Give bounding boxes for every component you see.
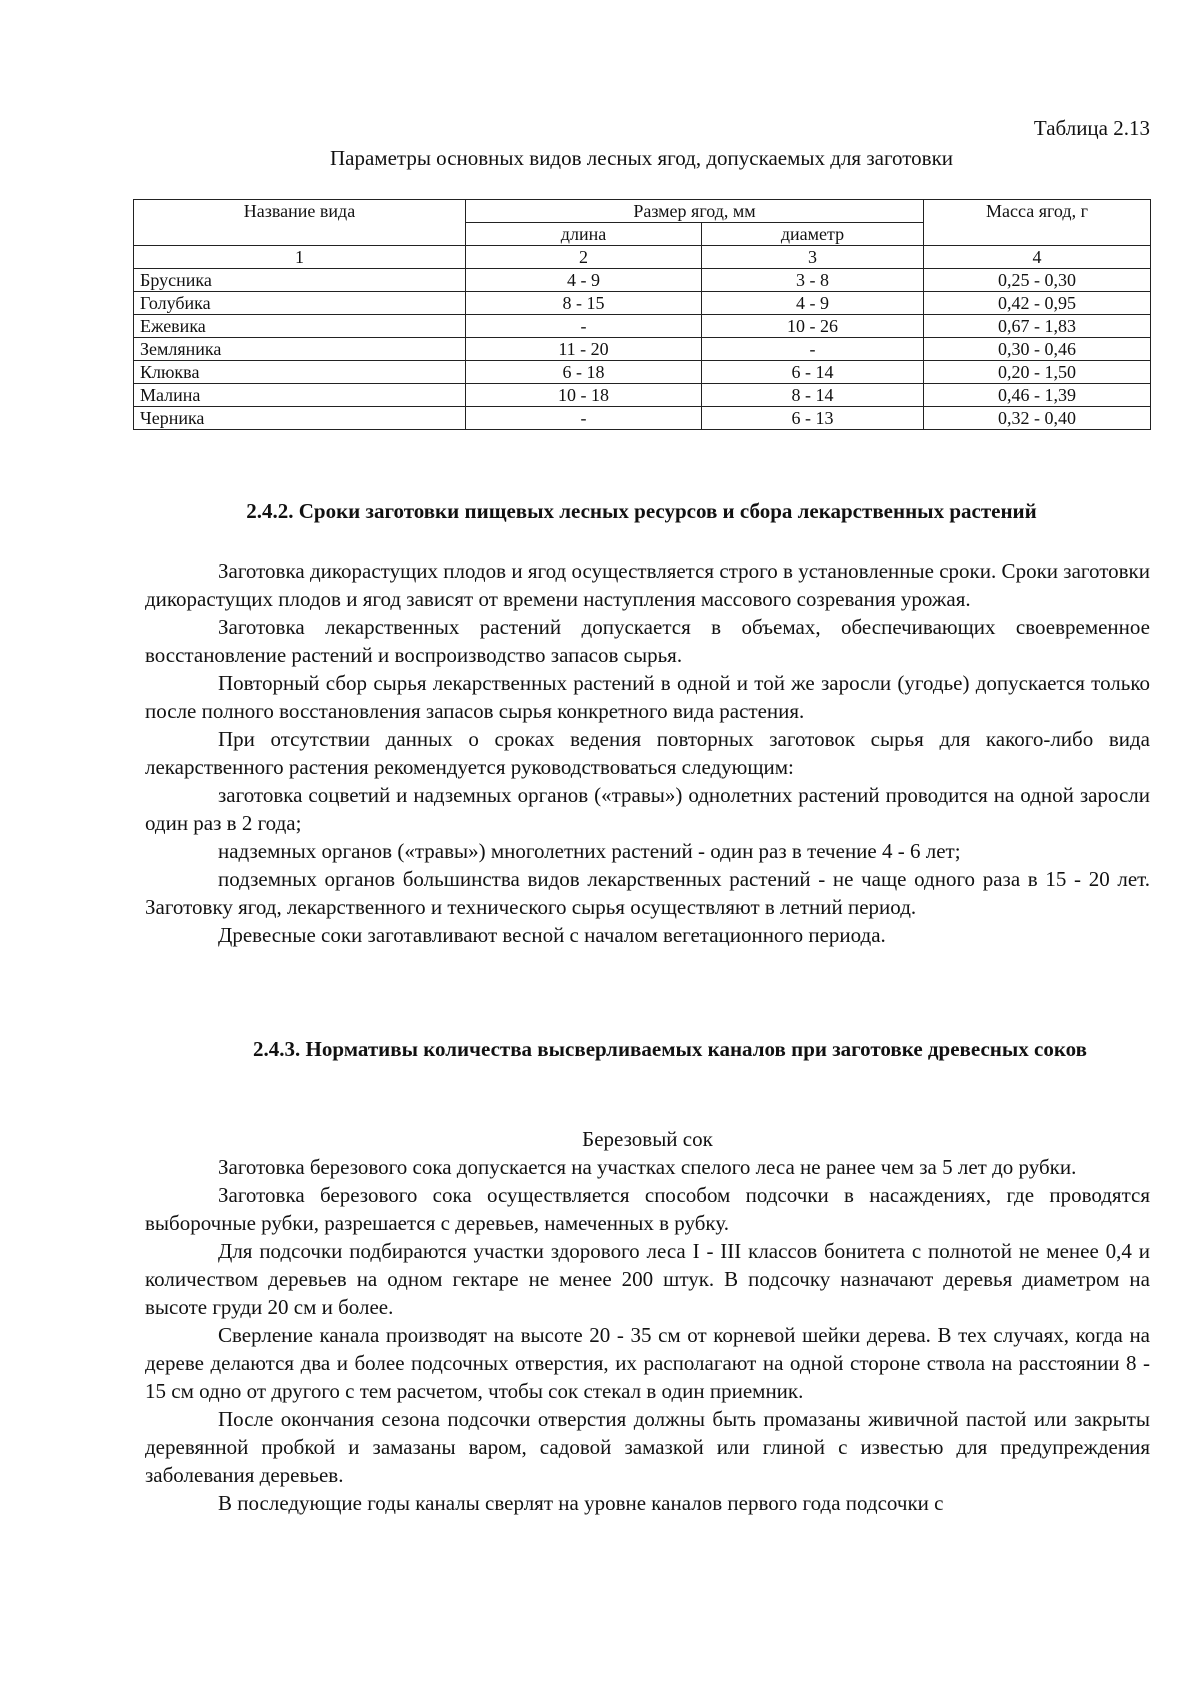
section-2-4-3-body xyxy=(145,1125,1150,1517)
paragraph: заготовка соцветий и надземных органов («травы») однолетних растений проводится на одной заросли один раз в 2 года; xyxy=(145,783,1150,835)
paragraph: надземных органов («травы») многолетних растений - один раз в течение 4 - 6 лет; xyxy=(218,839,961,863)
header-size: Размер ягод, мм xyxy=(466,200,924,223)
paragraph: Сверление канала производят на высоте 20 - 35 см от корневой шейки дерева. В тех случаях, когда на дереве делаются два и более подсочных отверстия, их располагают на одной стороне ствола на расстоянии 8 - 15 см одно от другого с тем расчетом, чтобы сок стекал в один приемник. xyxy=(145,1323,1150,1403)
cell-mass: 0,30 - 0,46 xyxy=(924,338,1151,361)
section-heading-2-4-3: 2.4.3. Нормативы количества высверливаемых каналов при заготовке древесных соков xyxy=(253,1037,1087,1061)
table-row xyxy=(134,338,1151,361)
cell-name: Клюква xyxy=(134,361,466,384)
paragraph: Заготовка лекарственных растений допускается в объемах, обеспечивающих своевременное восстановление растений и воспроизводство запасов сырья. xyxy=(145,615,1150,667)
table-caption: Параметры основных видов лесных ягод, допускаемых для заготовки xyxy=(329,146,954,170)
paragraph: Для подсочки подбираются участки здорового леса I - III классов бонитета с полнотой не менее 0,4 и количеством деревьев на одном гектаре не менее 200 штук. В подсочку назначают деревья диаметром на высоте груди 20 см и более. xyxy=(145,1239,1150,1319)
column-number: 3 xyxy=(702,246,924,269)
paragraph: После окончания сезона подсочки отверстия должны быть промазаны живичной пастой или закрыты деревянной пробкой и замазаны варом, садовой замазкой или глиной с известью для предупреждения заболевания деревьев. xyxy=(145,1407,1150,1487)
cell-length: 6 - 18 xyxy=(466,361,702,384)
paragraph: Повторный сбор сырья лекарственных растений в одной и той же заросли (угодье) допускается только после полного восстановления запасов сырья конкретного вида растения. xyxy=(145,671,1150,723)
berries-table xyxy=(133,199,1151,430)
cell-mass: 0,42 - 0,95 xyxy=(924,292,1151,315)
cell-name: Голубика xyxy=(134,292,466,315)
section-2-4-2-body xyxy=(145,557,1150,949)
cell-mass: 0,46 - 1,39 xyxy=(924,384,1151,407)
cell-name: Брусника xyxy=(134,269,466,292)
paragraph: Заготовка березового сока осуществляется способом подсочки в насаждениях, где проводятся выборочные рубки, разрешается с деревьев, намеченных в рубку. xyxy=(145,1183,1150,1235)
cell-diameter: 4 - 9 xyxy=(702,292,924,315)
cell-diameter: - xyxy=(702,338,924,361)
cell-length: 8 - 15 xyxy=(466,292,702,315)
cell-mass: 0,67 - 1,83 xyxy=(924,315,1151,338)
table-row xyxy=(134,384,1151,407)
table-row xyxy=(134,269,1151,292)
section-heading-2-4-2: 2.4.2. Сроки заготовки пищевых лесных ресурсов и сбора лекарственных растений xyxy=(246,499,1037,523)
header-length: длина xyxy=(466,223,702,246)
paragraph: При отсутствии данных о сроках ведения повторных заготовок сырья для какого-либо вида лекарственного растения рекомендуется руководствоваться следующим: xyxy=(145,727,1150,779)
paragraph: В последующие годы каналы сверлят на уровне каналов первого года подсочки с xyxy=(218,1491,944,1515)
table-row xyxy=(134,407,1151,430)
cell-diameter: 10 - 26 xyxy=(702,315,924,338)
cell-diameter: 3 - 8 xyxy=(702,269,924,292)
cell-length: 11 - 20 xyxy=(466,338,702,361)
paragraph: Древесные соки заготавливают весной с началом вегетационного периода. xyxy=(218,923,886,947)
cell-mass: 0,20 - 1,50 xyxy=(924,361,1151,384)
table-row xyxy=(134,315,1151,338)
column-number: 1 xyxy=(134,246,466,269)
cell-diameter: 6 - 13 xyxy=(702,407,924,430)
cell-name: Малина xyxy=(134,384,466,407)
cell-name: Ежевика xyxy=(134,315,466,338)
column-number: 2 xyxy=(466,246,702,269)
cell-length: 4 - 9 xyxy=(466,269,702,292)
cell-mass: 0,32 - 0,40 xyxy=(924,407,1151,430)
header-mass: Масса ягод, г xyxy=(924,200,1151,246)
header-name: Название вида xyxy=(134,200,466,246)
cell-diameter: 6 - 14 xyxy=(702,361,924,384)
paragraph: подземных органов большинства видов лекарственных растений - не чаще одного раза в 15 - 20 лет. Заготовку ягод, лекарственного и технического сырья осуществляют в летний период. xyxy=(145,867,1150,919)
table-label: Таблица 2.13 xyxy=(1033,116,1150,140)
cell-diameter: 8 - 14 xyxy=(702,384,924,407)
subheading-birch-sap: Березовый сок xyxy=(582,1127,713,1151)
cell-length: - xyxy=(466,315,702,338)
cell-name: Черника xyxy=(134,407,466,430)
table-row xyxy=(134,361,1151,384)
cell-mass: 0,25 - 0,30 xyxy=(924,269,1151,292)
paragraph: Заготовка дикорастущих плодов и ягод осуществляется строго в установленные сроки. Сроки заготовки дикорастущих плодов и ягод зависят от времени наступления массового созревания урожая. xyxy=(145,559,1150,611)
header-diameter: диаметр xyxy=(702,223,924,246)
cell-name: Земляника xyxy=(134,338,466,361)
column-number: 4 xyxy=(924,246,1151,269)
paragraph: Заготовка березового сока допускается на участках спелого леса не ранее чем за 5 лет до рубки. xyxy=(218,1155,1077,1179)
cell-length: - xyxy=(466,407,702,430)
table-row xyxy=(134,292,1151,315)
cell-length: 10 - 18 xyxy=(466,384,702,407)
